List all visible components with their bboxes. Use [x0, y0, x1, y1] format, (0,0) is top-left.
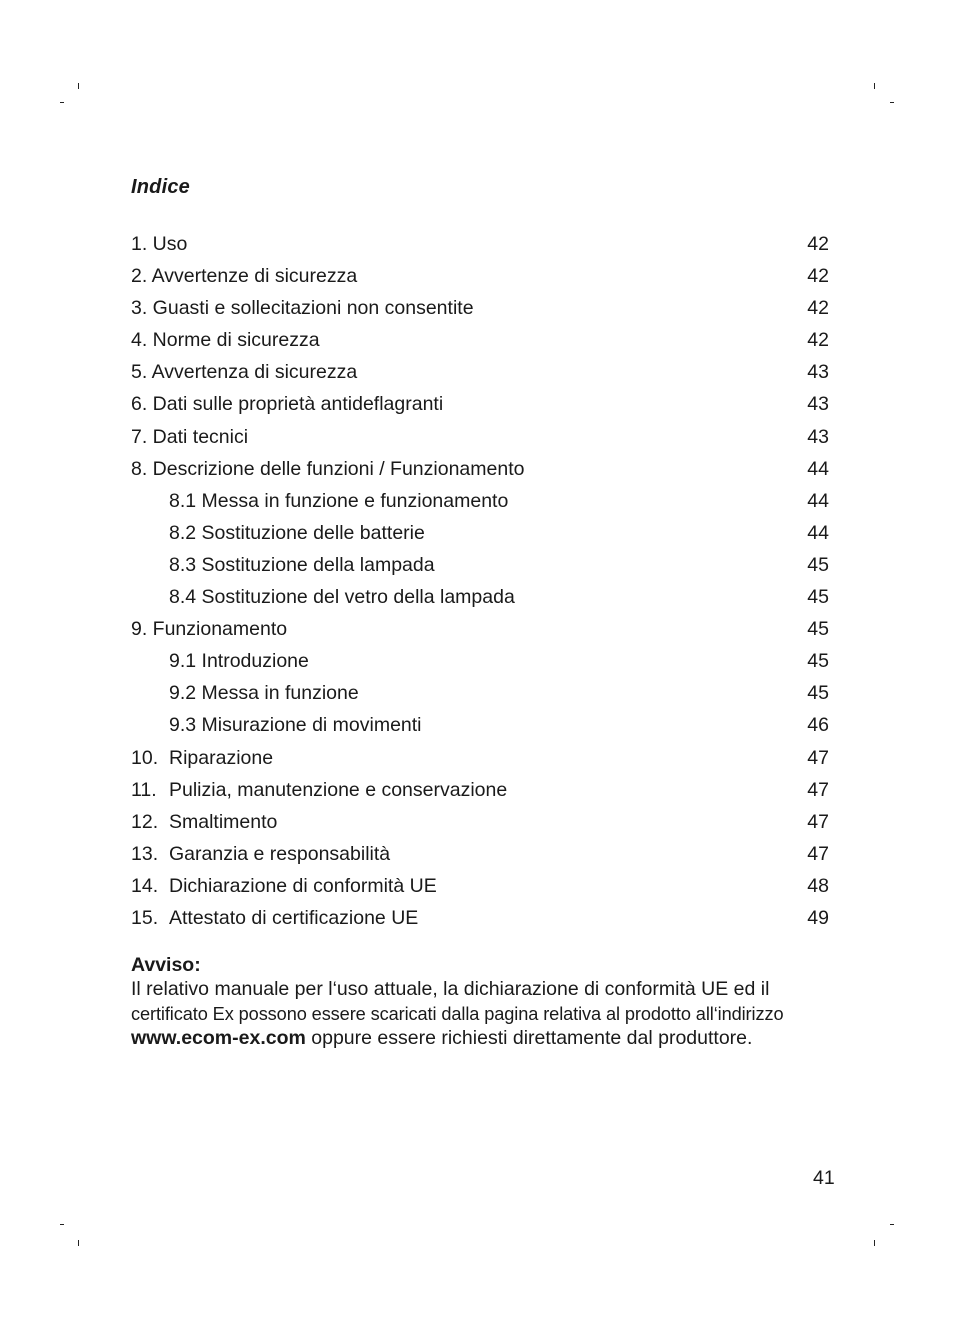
toc-entry-label: 6. Dati sulle proprietà antideflagranti [131, 393, 444, 416]
toc-entry-page: 47 [807, 746, 829, 769]
toc-entry-page: 42 [807, 329, 829, 352]
crop-mark [890, 1224, 894, 1225]
page-number: 41 [813, 1167, 835, 1189]
toc-entry-label: 8.3 Sostituzione della lampada [169, 553, 435, 576]
crop-mark [60, 1224, 64, 1225]
toc-entry-label: Pulizia, manutenzione e conservazione [169, 778, 508, 801]
toc-entry[interactable] [131, 744, 829, 776]
toc-entry-label: Attestato di certificazione UE [169, 906, 419, 929]
toc-entry-page: 45 [807, 553, 829, 576]
toc-entry[interactable] [131, 230, 829, 262]
toc-entry-number: 14. [131, 874, 159, 897]
toc-entry-page: 43 [807, 393, 829, 416]
toc-entry-label: 8.4 Sostituzione del vetro della lampada [169, 586, 515, 609]
crop-mark [874, 83, 875, 89]
toc-entry-page: 49 [807, 906, 829, 929]
toc-entry-page: 42 [807, 297, 829, 320]
crop-mark [78, 1240, 79, 1246]
notice-line: certificato Ex possono essere scaricati dalla pagina relativa al prodotto all‘indirizzo [131, 1003, 784, 1024]
toc-entry-page: 45 [807, 650, 829, 673]
toc-entry-label: 3. Guasti e sollecitazioni non consentite [131, 297, 474, 320]
table-of-contents [131, 230, 829, 936]
toc-entry[interactable] [131, 358, 829, 390]
toc-entry-label: 7. Dati tecnici [131, 425, 249, 448]
toc-entry[interactable] [131, 840, 829, 872]
toc-subentry[interactable] [131, 647, 829, 679]
toc-entry-label: Smaltimento [169, 810, 278, 833]
toc-entry-page: 47 [807, 842, 829, 865]
toc-entry-page: 48 [807, 874, 829, 897]
crop-mark [874, 1240, 875, 1246]
toc-subentry[interactable] [131, 487, 829, 519]
toc-title: Indice [131, 176, 190, 198]
toc-entry[interactable] [131, 294, 829, 326]
notice-line-rest: oppure essere richiesti direttamente dal produttore. [305, 1026, 753, 1049]
toc-entry[interactable] [131, 904, 829, 936]
toc-entry[interactable] [131, 262, 829, 294]
toc-entry-page: 46 [807, 714, 829, 737]
toc-entry-label: 5. Avvertenza di sicurezza [131, 361, 358, 384]
notice-line [131, 1026, 841, 1050]
crop-mark [890, 102, 894, 103]
toc-entry-page: 44 [807, 521, 829, 544]
toc-entry-page: 45 [807, 682, 829, 705]
toc-entry[interactable] [131, 423, 829, 455]
notice-box [131, 953, 841, 1050]
toc-entry-number: 13. [131, 842, 159, 865]
toc-entry[interactable] [131, 615, 829, 647]
toc-entry-label: 9.3 Misurazione di movimenti [169, 714, 422, 737]
toc-entry-label: 4. Norme di sicurezza [131, 329, 320, 352]
website-link[interactable]: www.ecom-ex.com [131, 1026, 306, 1049]
toc-entry-label: 1. Uso [131, 233, 188, 255]
toc-entry-page: 45 [807, 586, 829, 609]
toc-entry-label: Dichiarazione di conformità UE [169, 874, 437, 897]
toc-entry[interactable] [131, 455, 829, 487]
toc-subentry[interactable] [131, 711, 829, 743]
crop-mark [78, 83, 79, 89]
toc-entry-number: 10. [131, 746, 159, 769]
toc-entry-page: 43 [807, 425, 829, 448]
toc-entry-number: 11. [131, 778, 157, 801]
notice-title: Avviso: [131, 954, 201, 976]
toc-entry-label: 9.1 Introduzione [169, 650, 309, 673]
toc-entry-label: 8.2 Sostituzione delle batterie [169, 521, 425, 544]
toc-entry-page: 42 [807, 233, 829, 255]
toc-entry[interactable] [131, 872, 829, 904]
toc-entry-page: 47 [807, 810, 829, 833]
toc-entry-number: 12. [131, 810, 159, 833]
toc-entry-page: 44 [807, 489, 829, 512]
toc-entry-label: 2. Avvertenze di sicurezza [131, 265, 358, 288]
toc-entry[interactable] [131, 776, 829, 808]
toc-entry-page: 42 [807, 265, 829, 288]
toc-entry[interactable] [131, 390, 829, 422]
toc-entry-label: 8. Descrizione delle funzioni / Funzionamento [131, 457, 525, 480]
toc-entry-page: 47 [807, 778, 829, 801]
toc-entry[interactable] [131, 326, 829, 358]
toc-entry-label: 9.2 Messa in funzione [169, 682, 359, 705]
toc-entry-label: 8.1 Messa in funzione e funzionamento [169, 489, 509, 512]
toc-entry-label: 9. Funzionamento [131, 618, 288, 641]
toc-entry-page: 45 [807, 618, 829, 641]
toc-subentry[interactable] [131, 551, 829, 583]
notice-text [131, 977, 841, 1050]
toc-subentry[interactable] [131, 583, 829, 615]
notice-line: Il relativo manuale per l‘uso attuale, la dichiarazione di conformità UE ed il [131, 978, 770, 1001]
toc-entry-page: 44 [807, 457, 829, 480]
toc-entry-label: Riparazione [169, 746, 274, 769]
toc-entry-page: 43 [807, 361, 829, 384]
toc-entry[interactable] [131, 808, 829, 840]
crop-mark [60, 102, 64, 103]
toc-entry-label: Garanzia e responsabilità [169, 842, 391, 865]
toc-entry-number: 15. [131, 906, 159, 929]
toc-subentry[interactable] [131, 519, 829, 551]
toc-subentry[interactable] [131, 679, 829, 711]
